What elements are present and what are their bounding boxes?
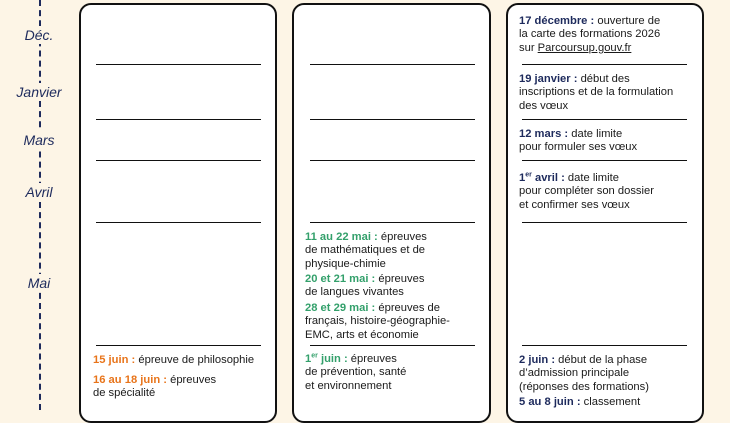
timeline-dashed-line xyxy=(39,0,41,410)
entry-date: 19 janvier : xyxy=(519,73,578,85)
entry-text: pour formuler ses vœux xyxy=(519,141,638,154)
entry-text: épreuve de philosophie xyxy=(135,354,255,366)
entry-text: de langues vivantes xyxy=(305,286,404,299)
entry-formuler-voeux xyxy=(519,128,701,155)
parcoursup-link[interactable]: Parcoursup.gouv.fr xyxy=(537,41,632,54)
entry-classement xyxy=(519,396,701,409)
entry-date: 1er avril : xyxy=(519,171,565,184)
entry-text: pour compléter son dossier xyxy=(519,185,654,198)
entry-text: la carte des formations 2026 xyxy=(519,28,661,41)
entry-philosophie xyxy=(93,354,275,367)
entry-text: français, histoire-géographie- xyxy=(305,315,450,328)
entry-text: de prévention, santé xyxy=(305,366,407,379)
entry-date: 16 au 18 juin : xyxy=(93,374,167,386)
month-label-avril: Avril xyxy=(0,183,78,201)
month-label-janvier: Janvier xyxy=(0,83,78,101)
entry-text: et confirmer ses vœux xyxy=(519,198,630,211)
entry-date: 28 et 29 mai : xyxy=(305,302,376,314)
entry-date: 20 et 21 mai : xyxy=(305,273,376,285)
entry-date: 11 au 22 mai : xyxy=(305,231,378,243)
entry-admission-principale xyxy=(519,354,701,394)
entry-text: de spécialité xyxy=(93,387,156,400)
entry-text: épreuves xyxy=(167,374,217,386)
rule-janvier xyxy=(522,119,687,120)
rule-dec xyxy=(96,64,261,65)
rule-mai xyxy=(96,345,261,346)
rule-dec xyxy=(522,64,687,65)
entry-mathematiques xyxy=(305,231,487,271)
entry-inscriptions xyxy=(519,73,701,113)
rule-mai xyxy=(522,345,687,346)
entry-text: date limite xyxy=(564,172,619,184)
entry-francais xyxy=(305,302,487,342)
column-card-3 xyxy=(506,3,704,423)
entry-text: épreuves xyxy=(375,273,425,285)
entry-text: classement xyxy=(580,396,641,408)
entry-text: d’admission principale xyxy=(519,367,630,380)
entry-text: (réponses des formations) xyxy=(519,380,649,393)
rule-janvier xyxy=(310,119,475,120)
entry-text: inscriptions et de la formulation xyxy=(519,86,674,99)
entry-date: 15 juin : xyxy=(93,354,136,366)
entry-text: début de la phase xyxy=(555,354,648,366)
entry-text: EMC, arts et économie xyxy=(305,328,419,341)
entry-text: des vœux xyxy=(519,99,569,112)
entry-date: 12 mars : xyxy=(519,128,569,140)
rule-avril xyxy=(310,222,475,223)
entry-text: date limite xyxy=(568,128,623,140)
entry-text: ouverture de xyxy=(594,15,661,27)
entry-text: de mathématiques et de xyxy=(305,244,426,257)
column-card-1 xyxy=(79,3,277,423)
column-card-2 xyxy=(292,3,491,423)
month-label-mai: Mai xyxy=(0,274,78,292)
rule-janvier xyxy=(96,119,261,120)
month-label-dec: Déc. xyxy=(0,26,78,44)
entry-date: 2 juin : xyxy=(519,354,556,366)
rule-mars xyxy=(96,160,261,161)
entry-text: épreuves xyxy=(347,353,397,365)
entry-date: 1er juin : xyxy=(305,352,348,365)
entry-text: début des xyxy=(577,73,630,85)
entry-langues xyxy=(305,273,487,300)
entry-date: 5 au 8 juin : xyxy=(519,396,581,408)
entry-text: épreuves de xyxy=(375,302,440,314)
entry-date: 17 décembre : xyxy=(519,15,595,27)
month-label-mars: Mars xyxy=(0,131,78,149)
entry-ouverture-carte xyxy=(519,15,701,55)
rule-avril xyxy=(96,222,261,223)
entry-specialite xyxy=(93,374,275,401)
rule-mars xyxy=(310,160,475,161)
rule-avril xyxy=(522,222,687,223)
entry-text: physique-chimie xyxy=(305,257,386,270)
entry-completer-dossier xyxy=(519,172,701,212)
entry-text: et environnement xyxy=(305,379,392,392)
rule-dec xyxy=(310,64,475,65)
entry-prevention xyxy=(305,353,487,393)
entry-text: épreuves xyxy=(377,231,427,243)
rule-mars xyxy=(522,160,687,161)
entry-text: sur xyxy=(519,41,538,54)
rule-mai xyxy=(310,345,475,346)
